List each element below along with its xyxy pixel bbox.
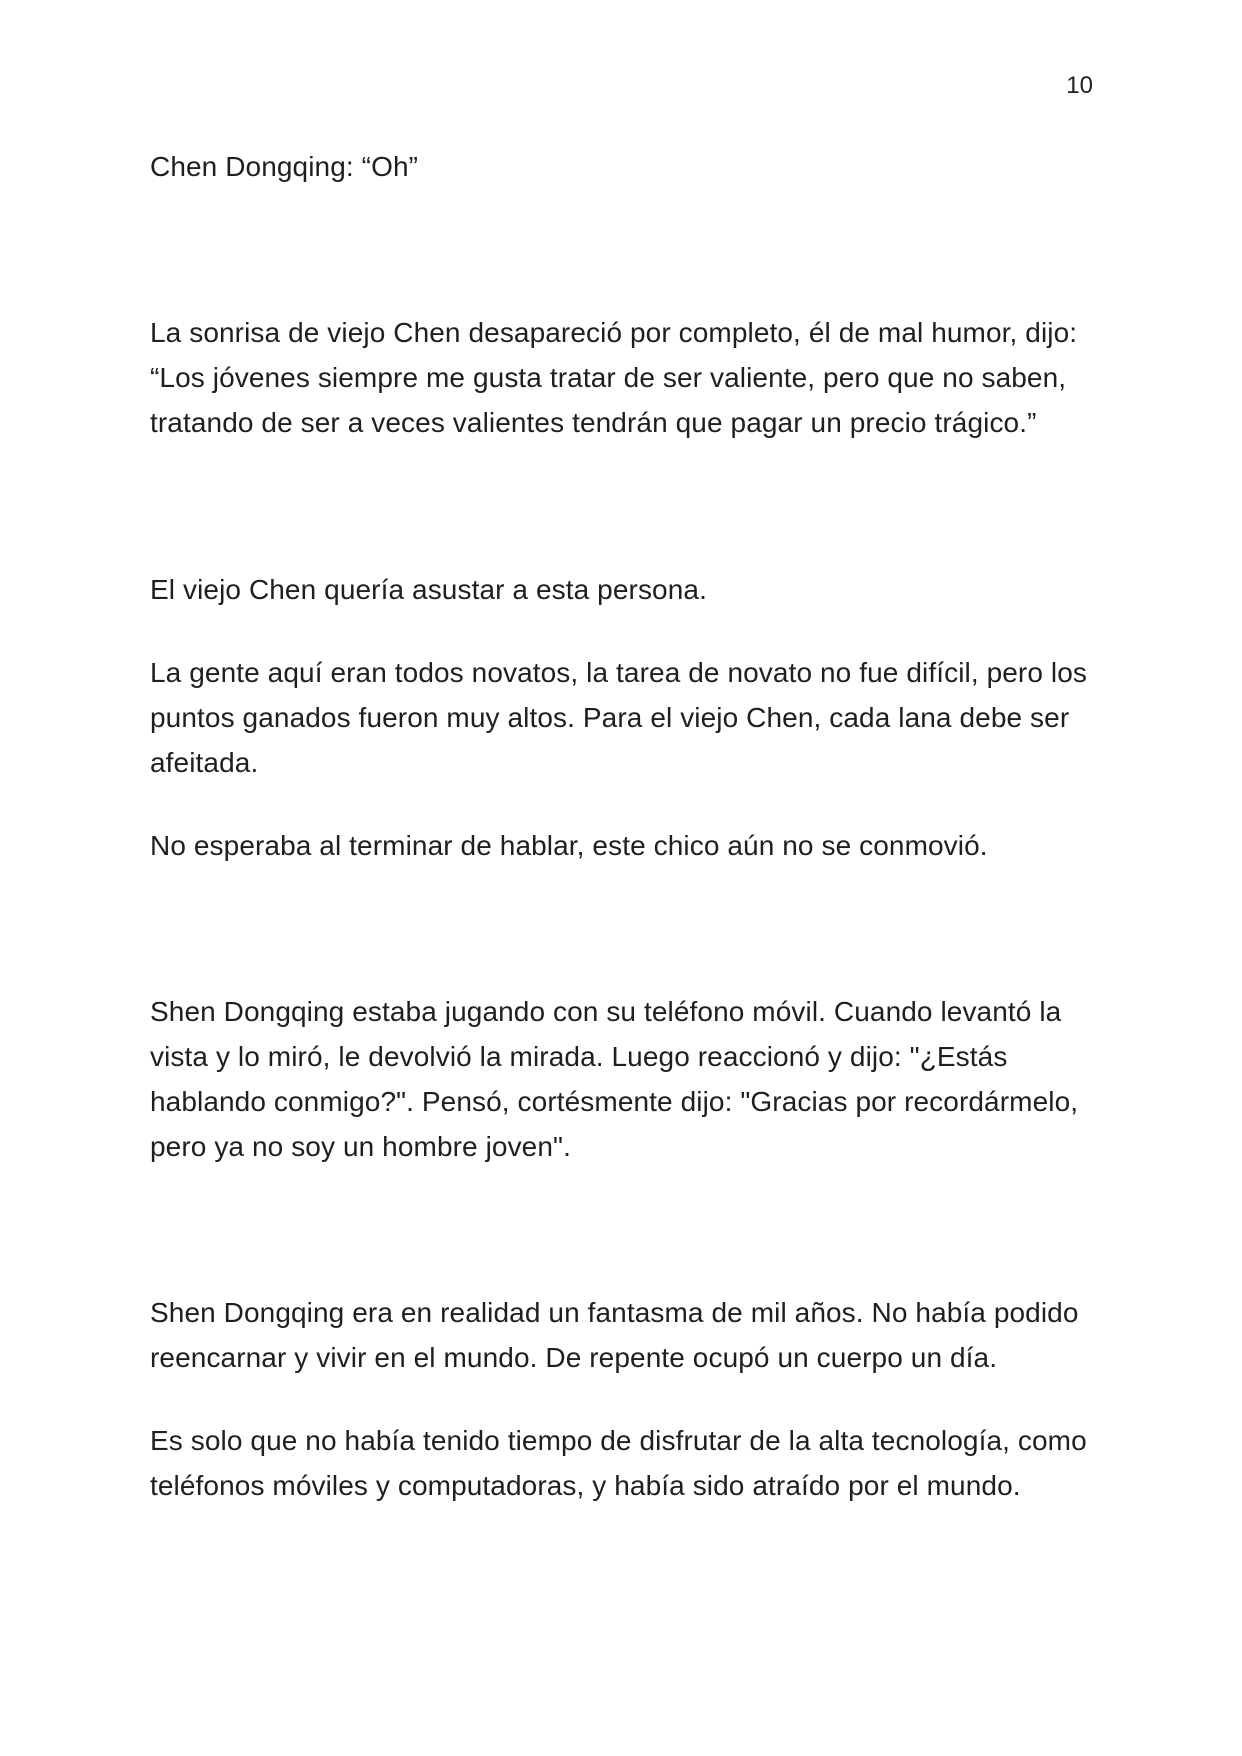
paragraph-old-chen-warning: La sonrisa de viejo Chen desapareció por completo, él de mal humor, dijo: “Los jóvenes siempre me gusta tratar de ser valiente, pero que no saben, tratando de ser a veces valientes tendrán que pagar un precio trágico.” bbox=[150, 317, 1078, 438]
page-number: 10 bbox=[1066, 72, 1093, 99]
paragraph-scare-intent: El viejo Chen quería asustar a esta persona. bbox=[150, 574, 707, 605]
paragraph-ghost-backstory: Shen Dongqing era en realidad un fantasma de mil años. No había podido reencarnar y vivir en el mundo. De repente ocupó un cuerpo un día. bbox=[150, 1297, 1079, 1373]
paragraph-technology: Es solo que no había tenido tiempo de disfrutar de la alta tecnología, como teléfonos móviles y computadoras, y había sido atraído por el mundo. bbox=[150, 1425, 1087, 1501]
paragraph-dialogue-oh: Chen Dongqing: “Oh” bbox=[150, 151, 419, 182]
paragraph-unmoved: No esperaba al terminar de hablar, este chico aún no se conmovió. bbox=[150, 830, 988, 861]
paragraph-phone-reply: Shen Dongqing estaba jugando con su teléfono móvil. Cuando levantó la vista y lo miró, le devolvió la mirada. Luego reaccionó y dijo: "¿Estás hablando conmigo?". Pensó, cortésmente dijo: "Gracias por recordármelo, pero ya no soy un hombre joven". bbox=[150, 996, 1079, 1162]
paragraph-novices: La gente aquí eran todos novatos, la tarea de novato no fue difícil, pero los puntos ganados fueron muy altos. Para el viejo Chen, cada lana debe ser afeitada. bbox=[150, 657, 1088, 778]
